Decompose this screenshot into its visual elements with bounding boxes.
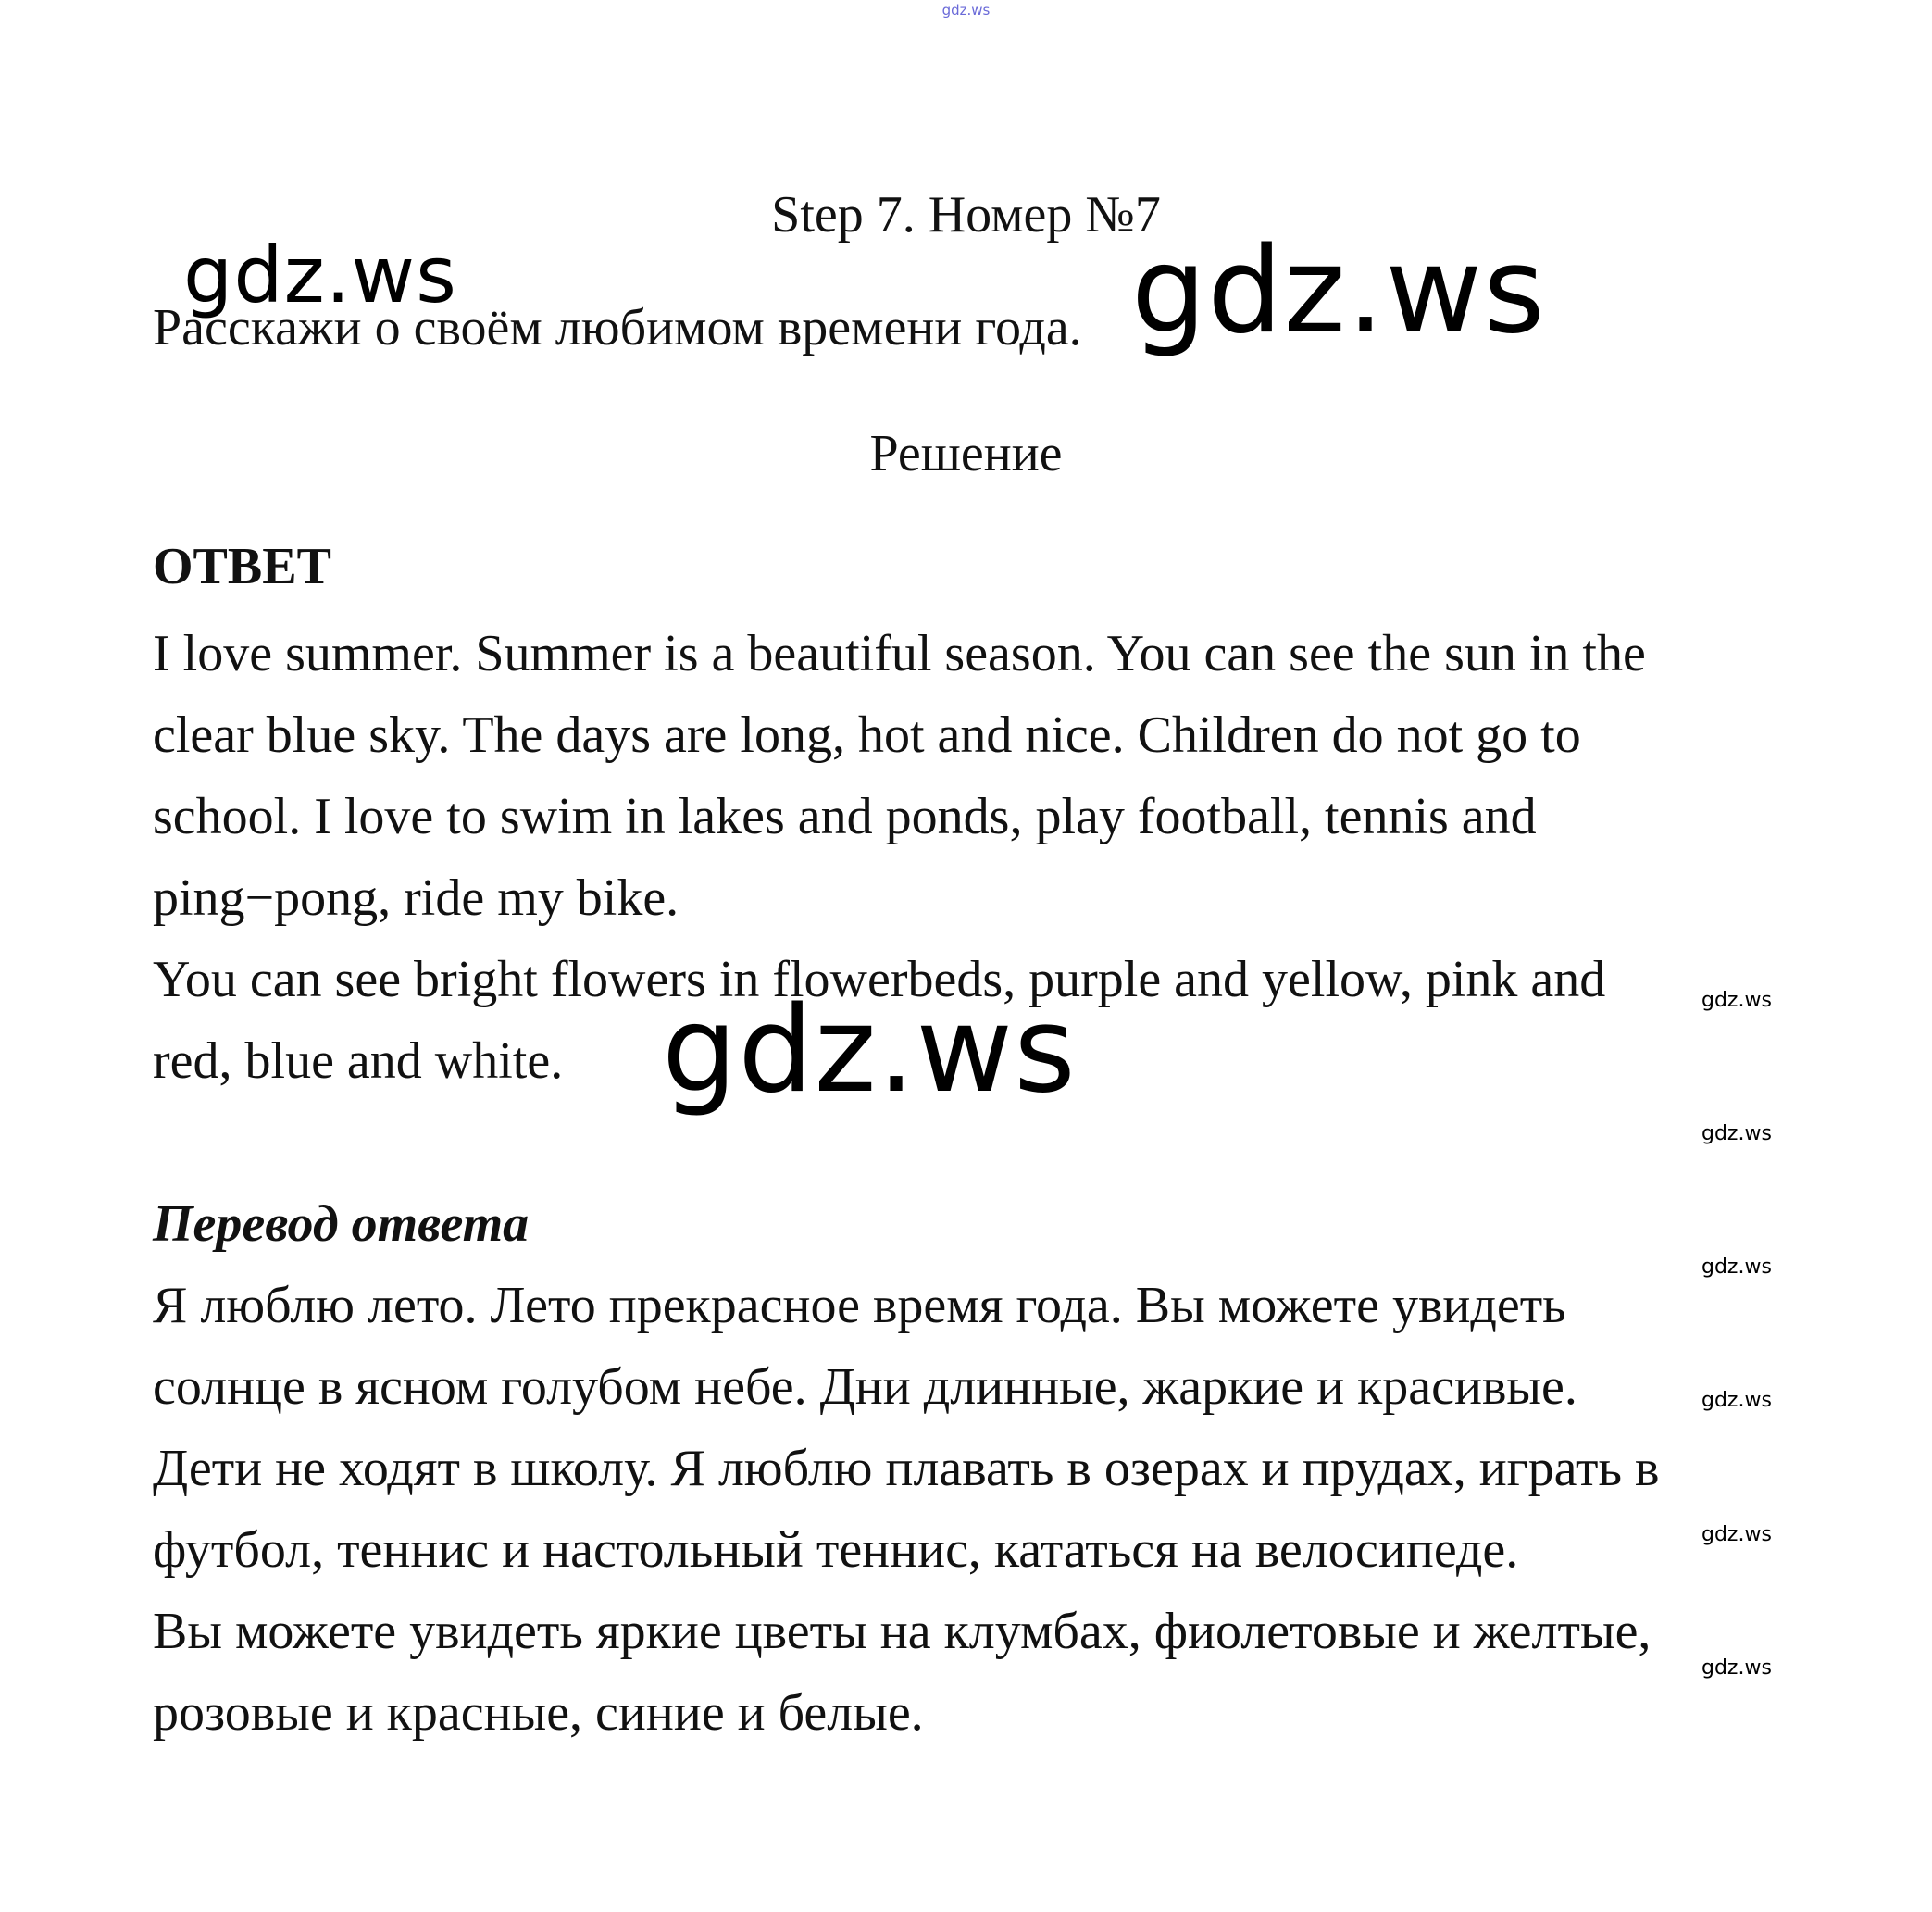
answer-heading: ОТВЕТ	[153, 538, 331, 595]
watermark-small: gdz.ws	[1701, 1389, 1772, 1412]
solution-label: Решение	[869, 425, 1063, 482]
translation-heading: Перевод ответа	[153, 1195, 530, 1253]
answer-line: ping−pong, ride my bike.	[153, 869, 679, 927]
watermark-small: gdz.ws	[1701, 1122, 1772, 1145]
watermark-large: gdz.ws	[662, 981, 1077, 1119]
translation-line: Я люблю лето. Лето прекрасное время года. Вы можете увидеть	[153, 1277, 1566, 1334]
translation-line: Дети не ходят в школу. Я люблю плавать в озерах и прудах, играть в	[153, 1440, 1660, 1497]
watermark-large: gdz.ws	[1131, 222, 1546, 360]
translation-line: футбол, теннис и настольный теннис, кататься на велосипеде.	[153, 1521, 1519, 1579]
watermark-small: gdz.ws	[1701, 1523, 1772, 1546]
answer-line: I love summer. Summer is a beautiful season. You can see the sun in the	[153, 625, 1646, 682]
watermark-small: gdz.ws	[1701, 1256, 1772, 1279]
task-text: Расскажи о своём любимом времени года.	[153, 299, 1082, 356]
translation-line: Вы можете увидеть яркие цветы на клумбах, фиолетовые и желтые,	[153, 1603, 1652, 1660]
translation-line: розовые и красные, синие и белые.	[153, 1684, 924, 1742]
watermark-small: gdz.ws	[1701, 1656, 1772, 1680]
translation-line: солнце в ясном голубом небе. Дни длинные, жаркие и красивые.	[153, 1358, 1577, 1416]
answer-line: red, blue and white.	[153, 1032, 564, 1090]
answer-line: You can see bright flowers in flowerbeds, purple and yellow, pink and	[153, 951, 1606, 1008]
answer-line: school. I love to swim in lakes and ponds, play football, tennis and	[153, 788, 1537, 845]
translation-paragraph	[153, 1265, 1847, 1754]
top-watermark: gdz.ws	[941, 2, 991, 19]
page-title: Step 7. Номер №7	[771, 186, 1161, 244]
watermark-small: gdz.ws	[1701, 989, 1772, 1012]
answer-line: clear blue sky. The days are long, hot and nice. Children do not go to	[153, 706, 1581, 764]
watermark-large: gdz.ws	[183, 230, 457, 320]
